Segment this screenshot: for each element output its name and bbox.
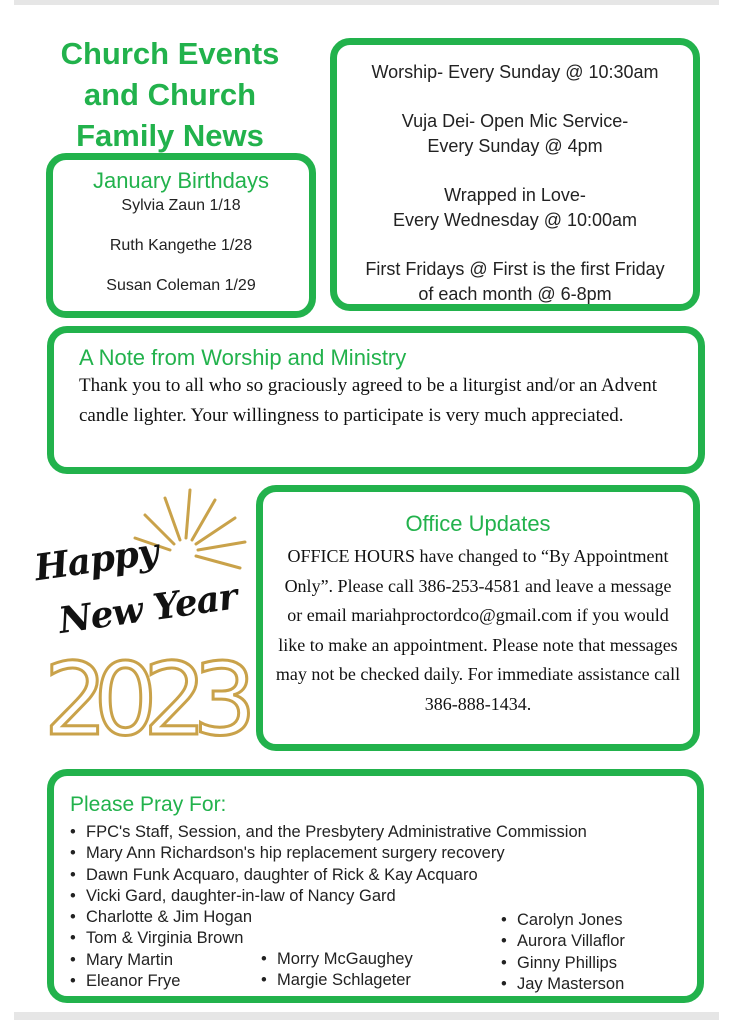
prayer-item: • Mary Ann Richardson's hip replacement surgery recovery xyxy=(70,843,587,864)
prayer-list-middle xyxy=(261,949,413,992)
schedule-panel xyxy=(330,38,700,311)
prayer-item: • Tom & Virginia Brown xyxy=(70,928,587,949)
worship-time: Worship- Every Sunday @ 10:30am xyxy=(371,62,659,82)
birthday-item: Sylvia Zaun 1/18 xyxy=(121,197,241,214)
new-year-text: New Year xyxy=(56,575,240,643)
prayer-item: • Aurora Villaflor xyxy=(501,931,625,952)
vuja-dei-time: Every Sunday @ 4pm xyxy=(427,136,603,156)
worship-note-panel xyxy=(47,326,705,474)
prayer-item: • Mary Martin xyxy=(70,950,587,971)
office-updates-body: OFFICE HOURS have changed to “By Appointment Only”. Please call 386-253-4581 and leave a message or email mariahproctordco@gmail.com if you would like to make an appointment. Please note that messages may not be checked daily. For immediate assistance call 386-888-1434. xyxy=(275,546,681,714)
year-2023-text: 2023 xyxy=(44,641,243,758)
wrapped-in-love-time: Every Wednesday @ 10:00am xyxy=(392,210,638,230)
first-fridays-title: First Fridays @ First is the first Friday xyxy=(365,259,665,279)
birthday-item: Susan Coleman 1/29 xyxy=(106,277,256,294)
prayer-item: • Carolyn Jones xyxy=(501,910,625,931)
prayer-item: • FPC's Staff, Session, and the Presbytery Administrative Commission xyxy=(70,822,587,843)
office-updates-heading: Office Updates xyxy=(405,511,551,536)
page-title: Church Events and Church Family News xyxy=(60,36,280,153)
prayer-list-right xyxy=(501,910,625,995)
office-updates-panel xyxy=(256,485,700,751)
worship-note-body: Thank you to all who so graciously agreed to be a liturgist and/or an Advent candle lighter. Your willingness to participate is very much appreciated. xyxy=(79,375,657,426)
vuja-dei-title: Vuja Dei- Open Mic Service- xyxy=(401,111,629,131)
prayer-item: • Ginny Phillips xyxy=(501,953,625,974)
first-fridays-time: of each month @ 6-8pm xyxy=(418,284,612,304)
prayer-item: • Dawn Funk Acquaro, daughter of Rick & Kay Acquaro xyxy=(70,865,587,886)
happy-text: Happy xyxy=(31,530,161,590)
prayer-list-panel xyxy=(47,769,704,1003)
prayer-item: • Eleanor Frye xyxy=(70,971,587,992)
birthdays-panel xyxy=(46,153,316,318)
birthday-item: Ruth Kangethe 1/28 xyxy=(109,237,253,254)
prayer-item: • Morry McGaughey xyxy=(261,949,413,970)
prayer-list-heading: Please Pray For: xyxy=(70,793,227,816)
top-divider xyxy=(14,0,719,5)
worship-note-heading: A Note from Worship and Ministry xyxy=(79,345,407,370)
wrapped-in-love-title: Wrapped in Love- xyxy=(444,185,586,205)
bottom-divider xyxy=(14,1012,719,1020)
prayer-item: • Vicki Gard, daughter-in-law of Nancy Gard xyxy=(70,886,587,907)
birthdays-heading: January Birthdays xyxy=(92,168,270,193)
prayer-item: • Margie Schlageter xyxy=(261,970,413,991)
prayer-item: • Jay Masterson xyxy=(501,974,625,995)
prayer-item: • Charlotte & Jim Hogan xyxy=(70,907,587,928)
